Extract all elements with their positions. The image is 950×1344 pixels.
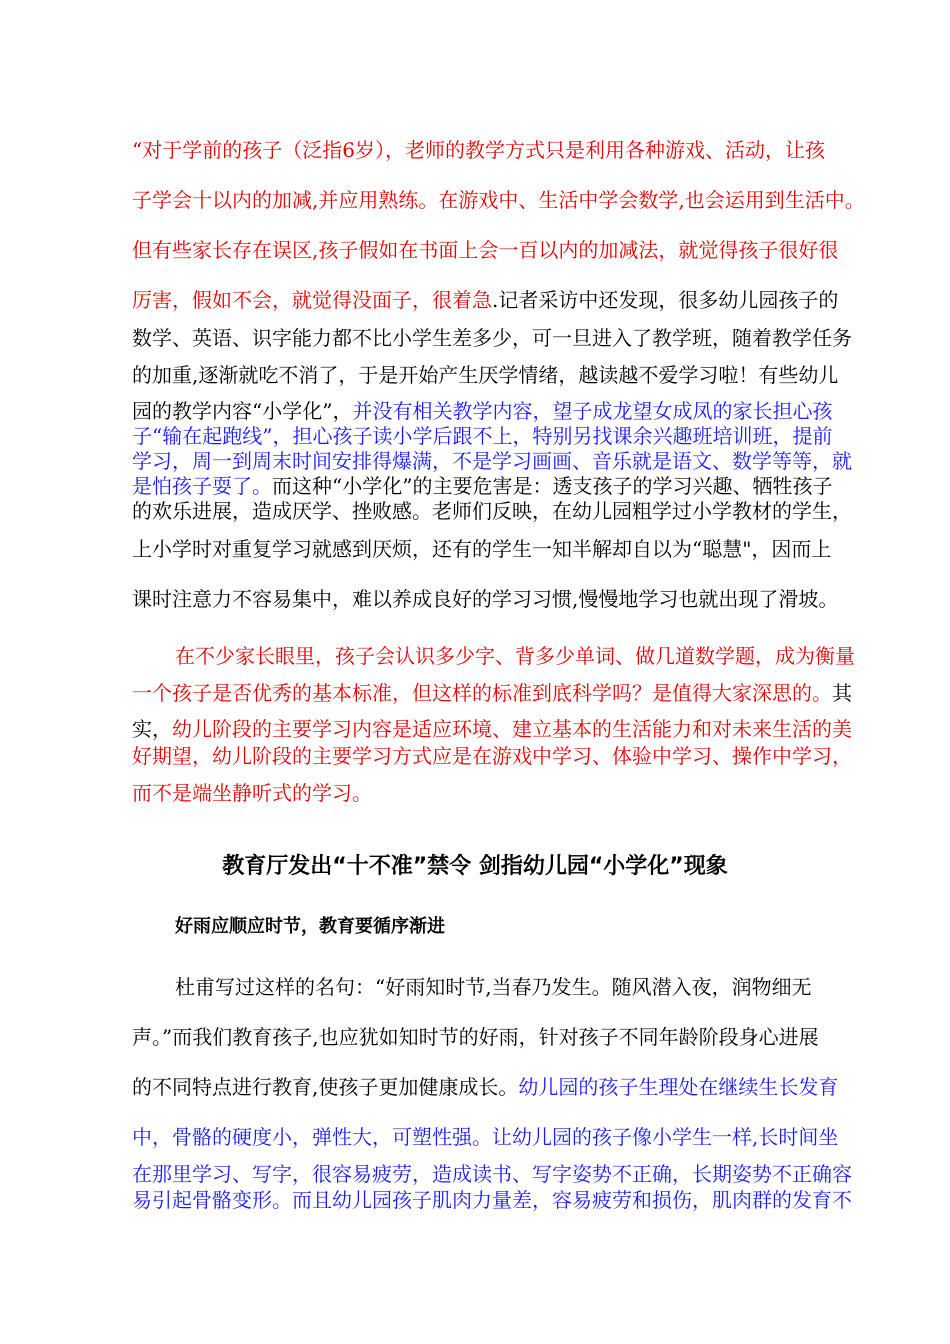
text-line — [132, 186, 936, 214]
text-line — [132, 779, 936, 807]
text-line — [132, 497, 936, 525]
text-line — [132, 1186, 936, 1214]
text-segment-black: 课时注意力不容易集中，难以养成良好的学习习惯,慢慢地学习也就出现了滑坡。 — [132, 587, 839, 611]
text-segment-black: 的加重,逐渐就吃不消了，于是开始产生厌学情绪，越读越不爱学习啦！有些幼儿 — [132, 363, 839, 387]
text-segment-red: 一个孩子是否优秀的基本标准，但这样的标准到底科学吗？是值得大家深思的。 — [132, 681, 832, 705]
text-line — [132, 324, 936, 352]
text-line — [132, 1160, 936, 1188]
text-segment-red: 但有些家长存在误区,孩子假如在书面上会一百以内的加减法，就觉得孩子很好很 — [132, 238, 839, 262]
text-segment-black: 杜甫写过这样的名句：“好雨知时节,当春乃发生。随风潜入夜，润物细无 — [175, 975, 812, 999]
text-line — [175, 973, 936, 1001]
text-line — [132, 361, 936, 389]
text-segment-red: 在不少家长眼里，孩子会认识多少字、背多少单词、做几道数学题，成为衡量 — [175, 644, 855, 668]
text-segment-blue: 幼儿园的孩子生理处在继续生长发育 — [518, 1075, 839, 1099]
text-segment-black: 上小学时对重复学习就感到厌烦，还有的学生一知半解却自以为“聪慧"，因而上 — [132, 537, 832, 561]
text-segment-blue: 并没有相关教学内容，望子成龙望女成凤的家长担心孩 — [352, 399, 833, 423]
text-line — [132, 1023, 936, 1051]
text-segment-blue: 学习，周一到周末时间安排得爆满，不是学习画画、音乐就是语文、数学等等，就 — [132, 449, 852, 473]
text-segment-black: 的不同特点进行教育,使孩子更加健康成长。 — [132, 1075, 519, 1099]
text-line — [132, 472, 936, 500]
text-line — [132, 679, 936, 707]
text-segment-red: 厉害，假如不会，就觉得没面子，很着急 — [132, 288, 492, 312]
text-line — [132, 585, 936, 613]
text-segment-black: 而这种“小学化”的主要危害是：透支孩子的学习兴趣、牺牲孩子 — [272, 474, 833, 498]
section-title: 教育厅发出“十不准”禁令 剑指幼儿园“小学化”现象 — [222, 854, 728, 879]
text-segment-black: 实， — [132, 717, 172, 741]
text-segment-black: 园的教学内容“小学化”， — [132, 399, 353, 423]
text-line — [132, 447, 936, 475]
text-line — [132, 742, 936, 770]
text-segment-blue: 是怕孩子耍了。 — [132, 474, 272, 498]
text-segment-red: 幼儿阶段的主要学习内容是适应环境、建立基本的生活能力和对未来生活的美 — [172, 717, 852, 741]
text-segment-blue: 子“输在起跑线”，担心孩子读小学后跟不上，特别另找课余兴趣班培训班，提前 — [132, 424, 833, 448]
text-segment-red: “对于学前的孩子（泛指6岁），老师的教学方式只是利用各种游戏、活动，让孩 — [132, 138, 825, 162]
text-line — [175, 642, 936, 670]
text-line — [132, 136, 936, 164]
text-line — [132, 1073, 936, 1101]
text-line — [132, 715, 936, 743]
text-segment-blue: 中，骨骼的硬度小，弹性大，可塑性强。让幼儿园的孩子像小学生一样,长时间坐 — [132, 1125, 839, 1149]
text-segment-blue: 在那里学习、写字，很容易疲劳，造成读书、写字姿势不正确，长期姿势不正确容 — [132, 1162, 852, 1186]
text-segment-black: .记者采访中还发现，很多幼儿园孩子的 — [492, 288, 839, 312]
section-subtitle: 好雨应顺应时节，教育要循序渐进 — [175, 916, 445, 937]
text-segment-black: 声。”而我们教育孩子,也应犹如知时节的好雨，针对孩子不同年龄阶段身心进展 — [132, 1025, 819, 1049]
text-line — [132, 422, 936, 450]
text-line — [132, 286, 936, 314]
text-segment-black: 的欢乐进展，造成厌学、挫败感。老师们反映，在幼儿园粗学过小学教材的学生， — [132, 499, 852, 523]
text-segment-red: 而不是端坐静听式的学习。 — [132, 781, 372, 805]
text-segment-black: 其 — [832, 681, 852, 705]
text-line — [132, 236, 936, 264]
text-line — [132, 397, 936, 425]
text-segment-black: 数学、英语、识字能力都不比小学生差多少，可一旦进入了教学班，随着教学任务 — [132, 326, 852, 350]
text-segment-blue: 易引起骨骼变形。而且幼儿园孩子肌肉力量差，容易疲劳和损伤，肌肉群的发育不 — [132, 1188, 852, 1212]
text-segment-red: 子学会十以内的加减,并应用熟练。在游戏中、生活中学会数学,也会运用到生活中。 — [132, 188, 865, 212]
text-line — [132, 1123, 936, 1151]
text-line — [132, 535, 936, 563]
text-segment-red: 好期望，幼儿阶段的主要学习方式应是在游戏中学习、体验中学习、操作中学习， — [132, 744, 852, 768]
